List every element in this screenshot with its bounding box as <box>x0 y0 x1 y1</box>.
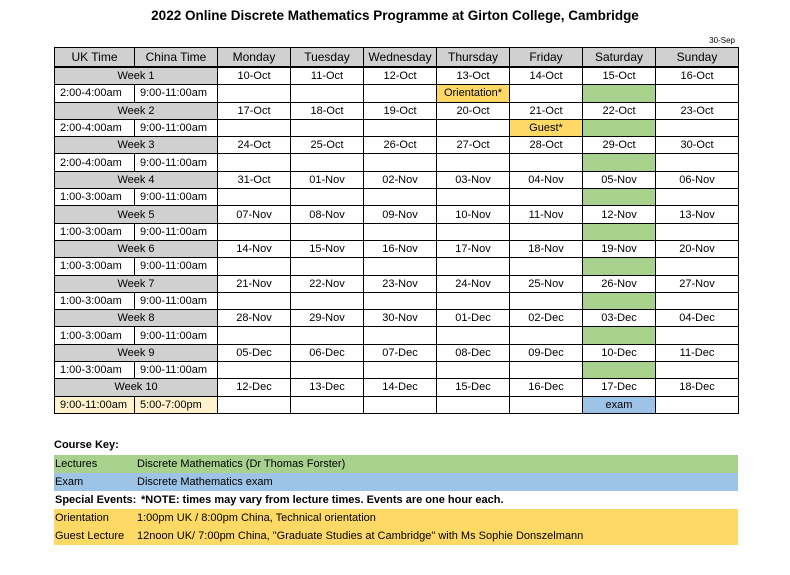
date-week-2-wednesday: 19-Oct <box>364 102 437 119</box>
date-week-2-tuesday: 18-Oct <box>291 102 364 119</box>
date-week-3-wednesday: 26-Oct <box>364 137 437 154</box>
key-row-guest-lecture <box>54 527 738 545</box>
slot-week-7-sunday <box>656 292 739 309</box>
date-week-9-tuesday: 06-Dec <box>291 344 364 361</box>
lecture-cell-week-3 <box>583 154 656 171</box>
lecture-cell-week-1 <box>583 85 656 102</box>
slot-week-10-monday <box>218 396 291 413</box>
date-week-10-friday: 16-Dec <box>510 379 583 396</box>
date-week-6-monday: 14-Nov <box>218 240 291 257</box>
date-week-4-friday: 04-Nov <box>510 171 583 188</box>
date-week-9-monday: 05-Dec <box>218 344 291 361</box>
slot-week-9-wednesday <box>364 362 437 379</box>
slot-week-3-friday <box>510 154 583 171</box>
date-week-6-friday: 18-Nov <box>510 240 583 257</box>
slot-week-10-wednesday <box>364 396 437 413</box>
date-week-9-saturday: 10-Dec <box>583 344 656 361</box>
slot-week-5-monday <box>218 223 291 240</box>
slot-week-8-thursday <box>437 327 510 344</box>
slot-week-2-monday <box>218 119 291 136</box>
slot-week-6-tuesday <box>291 258 364 275</box>
date-week-10-tuesday: 13-Dec <box>291 379 364 396</box>
lecture-cell-week-8 <box>583 327 656 344</box>
date-week-8-monday: 28-Nov <box>218 310 291 327</box>
header-row <box>55 48 739 68</box>
week-8-uk-time: 1:00-3:00am <box>55 327 135 344</box>
date-week-2-monday: 17-Oct <box>218 102 291 119</box>
key-label-orientation: Orientation <box>55 512 109 524</box>
slot-week-2-wednesday <box>364 119 437 136</box>
slot-week-8-tuesday <box>291 327 364 344</box>
slot-week-5-sunday <box>656 223 739 240</box>
date-week-4-tuesday: 01-Nov <box>291 171 364 188</box>
slot-week-2-thursday <box>437 119 510 136</box>
slot-week-8-friday <box>510 327 583 344</box>
week-3-label: Week 3 <box>55 137 218 154</box>
key-row-exam <box>54 473 738 491</box>
week-10-china-time: 5:00-7:00pm <box>135 396 218 413</box>
date-week-10-sunday: 18-Dec <box>656 379 739 396</box>
header-thursday: Thursday <box>437 48 510 68</box>
lecture-cell-week-6 <box>583 258 656 275</box>
header-uk-time: UK Time <box>55 48 135 68</box>
slot-week-5-tuesday <box>291 223 364 240</box>
slot-week-3-wednesday <box>364 154 437 171</box>
header-china-time: China Time <box>135 48 218 68</box>
header-saturday: Saturday <box>583 48 656 68</box>
slot-week-5-friday <box>510 223 583 240</box>
week-9-session-row <box>55 362 739 379</box>
date-week-5-monday: 07-Nov <box>218 206 291 223</box>
date-week-5-saturday: 12-Nov <box>583 206 656 223</box>
slot-week-7-tuesday <box>291 292 364 309</box>
date-week-8-sunday: 04-Dec <box>656 310 739 327</box>
week-8-session-row <box>55 327 739 344</box>
date-week-1-friday: 14-Oct <box>510 67 583 85</box>
week-9-label: Week 9 <box>55 344 218 361</box>
slot-week-4-thursday <box>437 189 510 206</box>
date-week-4-thursday: 03-Nov <box>437 171 510 188</box>
key-row-orientation <box>54 509 738 527</box>
week-1-uk-time: 2:00-4:00am <box>55 85 135 102</box>
header-friday: Friday <box>510 48 583 68</box>
lecture-cell-week-9 <box>583 362 656 379</box>
week-9-uk-time: 1:00-3:00am <box>55 362 135 379</box>
date-week-1-tuesday: 11-Oct <box>291 67 364 85</box>
slot-week-10-thursday <box>437 396 510 413</box>
slot-week-10-tuesday <box>291 396 364 413</box>
week-5-uk-time: 1:00-3:00am <box>55 223 135 240</box>
key-desc-lectures: Discrete Mathematics (Dr Thomas Forster) <box>137 458 346 470</box>
week-1-china-time: 9:00-11:00am <box>135 85 218 102</box>
date-week-5-thursday: 10-Nov <box>437 206 510 223</box>
date-week-6-thursday: 17-Nov <box>437 240 510 257</box>
exam-cell: exam <box>583 396 656 413</box>
date-week-3-friday: 28-Oct <box>510 137 583 154</box>
week-4-china-time: 9:00-11:00am <box>135 189 218 206</box>
date-week-6-saturday: 19-Nov <box>583 240 656 257</box>
week-4-uk-time: 1:00-3:00am <box>55 189 135 206</box>
week-6-session-row <box>55 258 739 275</box>
slot-week-3-tuesday <box>291 154 364 171</box>
week-1-label: Week 1 <box>55 67 218 85</box>
lecture-cell-week-7 <box>583 292 656 309</box>
date-week-3-tuesday: 25-Oct <box>291 137 364 154</box>
date-week-7-wednesday: 23-Nov <box>364 275 437 292</box>
date-week-2-friday: 21-Oct <box>510 102 583 119</box>
date-week-5-friday: 11-Nov <box>510 206 583 223</box>
page-title: 2022 Online Discrete Mathematics Programme at Girton College, Cambridge <box>151 8 639 23</box>
week-8-date-row <box>55 310 739 327</box>
date-week-6-sunday: 20-Nov <box>656 240 739 257</box>
slot-week-4-sunday <box>656 189 739 206</box>
week-7-date-row <box>55 275 739 292</box>
date-week-10-saturday: 17-Dec <box>583 379 656 396</box>
lecture-cell-week-2 <box>583 119 656 136</box>
date-week-2-saturday: 22-Oct <box>583 102 656 119</box>
week-7-uk-time: 1:00-3:00am <box>55 292 135 309</box>
key-desc-orientation: 1:00pm UK / 8:00pm China, Technical orientation <box>137 512 376 524</box>
week-5-date-row <box>55 206 739 223</box>
date-week-8-wednesday: 30-Nov <box>364 310 437 327</box>
guest-event-cell: Guest* <box>510 119 583 136</box>
slot-week-10-sunday <box>656 396 739 413</box>
slot-week-6-wednesday <box>364 258 437 275</box>
slot-week-6-monday <box>218 258 291 275</box>
date-week-8-tuesday: 29-Nov <box>291 310 364 327</box>
slot-week-9-friday <box>510 362 583 379</box>
slot-week-8-monday <box>218 327 291 344</box>
slot-week-6-friday <box>510 258 583 275</box>
date-week-10-thursday: 15-Dec <box>437 379 510 396</box>
slot-week-9-thursday <box>437 362 510 379</box>
date-week-3-saturday: 29-Oct <box>583 137 656 154</box>
date-week-3-monday: 24-Oct <box>218 137 291 154</box>
week-2-uk-time: 2:00-4:00am <box>55 119 135 136</box>
slot-week-6-thursday <box>437 258 510 275</box>
header-tuesday: Tuesday <box>291 48 364 68</box>
date-week-7-monday: 21-Nov <box>218 275 291 292</box>
slot-week-7-monday <box>218 292 291 309</box>
key-label-lectures: Lectures <box>55 458 98 470</box>
week-5-label: Week 5 <box>55 206 218 223</box>
week-4-label: Week 4 <box>55 171 218 188</box>
week-8-label: Week 8 <box>55 310 218 327</box>
week-10-session-row <box>55 396 739 413</box>
slot-week-7-wednesday <box>364 292 437 309</box>
slot-week-1-wednesday <box>364 85 437 102</box>
slot-week-8-wednesday <box>364 327 437 344</box>
week-2-china-time: 9:00-11:00am <box>135 119 218 136</box>
date-week-1-wednesday: 12-Oct <box>364 67 437 85</box>
date-week-2-thursday: 20-Oct <box>437 102 510 119</box>
week-10-date-row <box>55 379 739 396</box>
key-row-lectures <box>54 455 738 473</box>
date-week-7-friday: 25-Nov <box>510 275 583 292</box>
slot-week-7-thursday <box>437 292 510 309</box>
week-4-session-row <box>55 189 739 206</box>
week-8-china-time: 9:00-11:00am <box>135 327 218 344</box>
date-week-7-tuesday: 22-Nov <box>291 275 364 292</box>
key-desc-guest-lecture: 12noon UK/ 7:00pm China, "Graduate Studies at Cambridge" with Ms Sophie Donszelmann <box>137 530 584 542</box>
date-week-9-sunday: 11-Dec <box>656 344 739 361</box>
date-week-1-saturday: 15-Oct <box>583 67 656 85</box>
key-note: *NOTE: times may vary from lecture times. Events are one hour each. <box>141 494 504 506</box>
date-week-10-monday: 12-Dec <box>218 379 291 396</box>
slot-week-9-sunday <box>656 362 739 379</box>
slot-week-2-tuesday <box>291 119 364 136</box>
slot-week-7-friday <box>510 292 583 309</box>
lecture-cell-week-5 <box>583 223 656 240</box>
course-key-title: Course Key: <box>54 439 119 451</box>
header-wednesday: Wednesday <box>364 48 437 68</box>
week-9-date-row <box>55 344 739 361</box>
week-6-uk-time: 1:00-3:00am <box>55 258 135 275</box>
week-5-session-row <box>55 223 739 240</box>
slot-week-4-tuesday <box>291 189 364 206</box>
date-week-4-wednesday: 02-Nov <box>364 171 437 188</box>
date-week-9-wednesday: 07-Dec <box>364 344 437 361</box>
week-2-date-row <box>55 102 739 119</box>
schedule-table <box>54 47 739 414</box>
date-week-6-wednesday: 16-Nov <box>364 240 437 257</box>
week-1-date-row <box>55 67 739 85</box>
date-week-3-thursday: 27-Oct <box>437 137 510 154</box>
week-10-label: Week 10 <box>55 379 218 396</box>
week-7-china-time: 9:00-11:00am <box>135 292 218 309</box>
date-week-8-thursday: 01-Dec <box>437 310 510 327</box>
date-week-4-sunday: 06-Nov <box>656 171 739 188</box>
week-7-label: Week 7 <box>55 275 218 292</box>
week-1-session-row <box>55 85 739 102</box>
date-week-7-thursday: 24-Nov <box>437 275 510 292</box>
date-week-9-thursday: 08-Dec <box>437 344 510 361</box>
slot-week-9-monday <box>218 362 291 379</box>
week-3-session-row <box>55 154 739 171</box>
week-3-uk-time: 2:00-4:00am <box>55 154 135 171</box>
header-sunday: Sunday <box>656 48 739 68</box>
date-week-10-wednesday: 14-Dec <box>364 379 437 396</box>
week-3-date-row <box>55 137 739 154</box>
date-week-6-tuesday: 15-Nov <box>291 240 364 257</box>
date-week-1-sunday: 16-Oct <box>656 67 739 85</box>
date-week-8-friday: 02-Dec <box>510 310 583 327</box>
slot-week-2-sunday <box>656 119 739 136</box>
week-4-date-row <box>55 171 739 188</box>
key-label-guest-lecture: Guest Lecture <box>55 530 125 542</box>
slot-week-1-friday <box>510 85 583 102</box>
date-week-2-sunday: 23-Oct <box>656 102 739 119</box>
key-label-exam: Exam <box>55 476 84 488</box>
date-week-4-monday: 31-Oct <box>218 171 291 188</box>
week-5-china-time: 9:00-11:00am <box>135 223 218 240</box>
week-6-date-row <box>55 240 739 257</box>
slot-week-5-wednesday <box>364 223 437 240</box>
week-7-session-row <box>55 292 739 309</box>
week-10-uk-time: 9:00-11:00am <box>55 396 135 413</box>
slot-week-1-monday <box>218 85 291 102</box>
key-label-special-events: Special Events: <box>55 494 137 506</box>
lecture-cell-week-4 <box>583 189 656 206</box>
week-3-china-time: 9:00-11:00am <box>135 154 218 171</box>
slot-week-4-monday <box>218 189 291 206</box>
date-week-5-tuesday: 08-Nov <box>291 206 364 223</box>
slot-week-3-sunday <box>656 154 739 171</box>
course-key <box>54 436 738 545</box>
slot-week-4-wednesday <box>364 189 437 206</box>
slot-week-10-friday <box>510 396 583 413</box>
date-week-8-saturday: 03-Dec <box>583 310 656 327</box>
date-stamp: 30-Sep <box>709 36 735 45</box>
date-week-1-thursday: 13-Oct <box>437 67 510 85</box>
date-week-3-sunday: 30-Oct <box>656 137 739 154</box>
key-row-special-events <box>54 491 738 509</box>
week-2-label: Week 2 <box>55 102 218 119</box>
slot-week-3-monday <box>218 154 291 171</box>
date-week-7-saturday: 26-Nov <box>583 275 656 292</box>
slot-week-6-sunday <box>656 258 739 275</box>
date-week-9-friday: 09-Dec <box>510 344 583 361</box>
week-9-china-time: 9:00-11:00am <box>135 362 218 379</box>
date-week-5-wednesday: 09-Nov <box>364 206 437 223</box>
slot-week-3-thursday <box>437 154 510 171</box>
slot-week-4-friday <box>510 189 583 206</box>
key-desc-exam: Discrete Mathematics exam <box>137 476 273 488</box>
slot-week-1-sunday <box>656 85 739 102</box>
orientation-event-cell: Orientation* <box>437 85 510 102</box>
week-2-session-row <box>55 119 739 136</box>
date-week-7-sunday: 27-Nov <box>656 275 739 292</box>
week-6-china-time: 9:00-11:00am <box>135 258 218 275</box>
date-week-4-saturday: 05-Nov <box>583 171 656 188</box>
slot-week-1-tuesday <box>291 85 364 102</box>
week-6-label: Week 6 <box>55 240 218 257</box>
slot-week-5-thursday <box>437 223 510 240</box>
slot-week-9-tuesday <box>291 362 364 379</box>
date-week-5-sunday: 13-Nov <box>656 206 739 223</box>
date-week-1-monday: 10-Oct <box>218 67 291 85</box>
header-monday: Monday <box>218 48 291 68</box>
slot-week-8-sunday <box>656 327 739 344</box>
